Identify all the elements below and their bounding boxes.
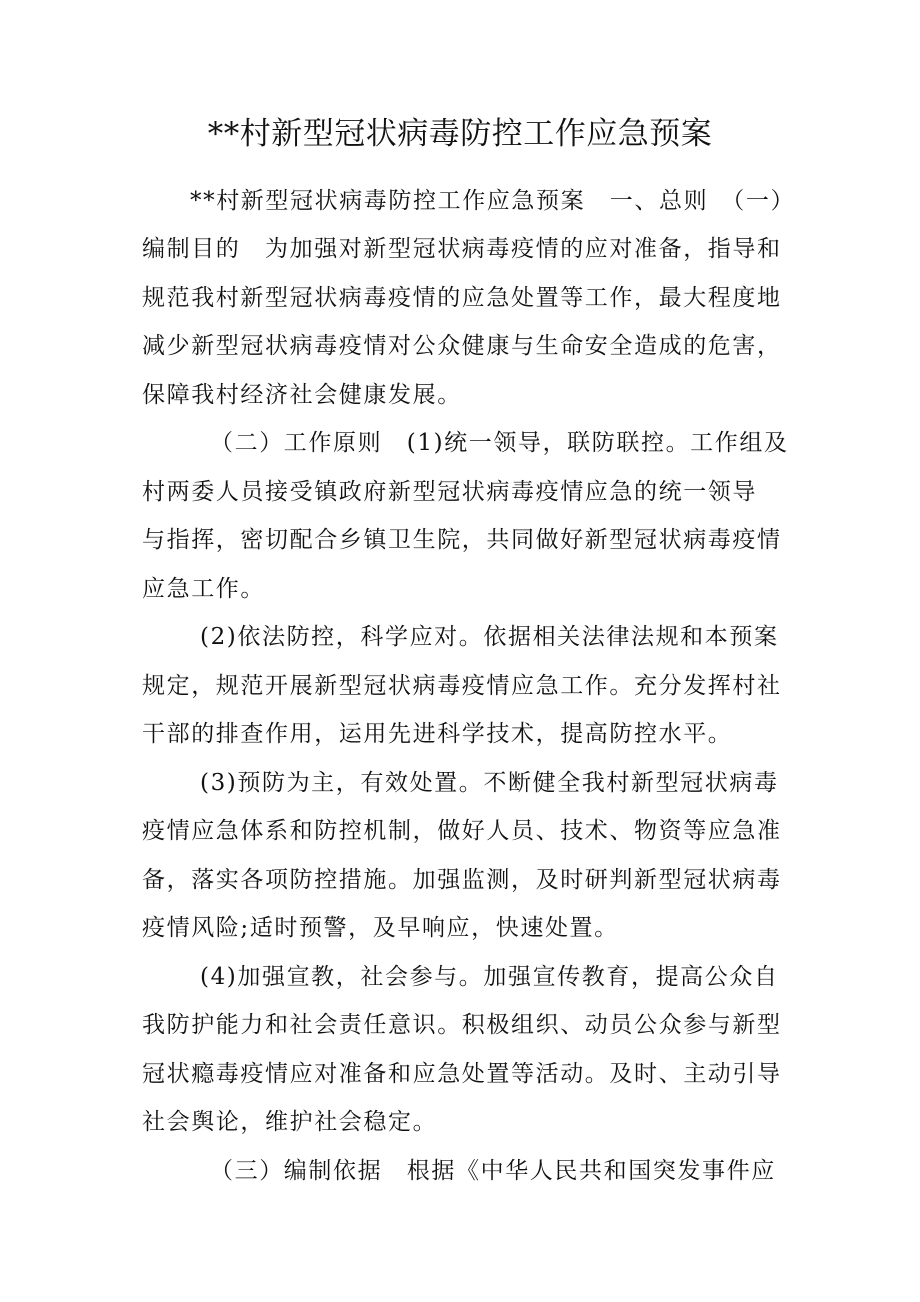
text-line: 社会舆论，维护社会稳定。 [142,1109,438,1135]
text-line: 干部的排查作用，运用先进科学技术，提高防控水平。 [142,721,733,747]
text-line: (3)预防为主，有效处置。不断健全我村新型冠状病毒 [200,770,779,796]
text-line: **村新型冠状病毒防控工作应急预案 一、总则 （一） [190,188,796,214]
text-line: 与指挥，密切配合乡镇卫生院，共同做好新型冠状病毒疫情 [142,527,782,553]
text-line: (4)加强宣教，社会参与。加强宣传教育，提高公众自 [200,964,779,990]
text-line: （三）编制依据 根据《中华人民共和国突发事件应 [210,1158,776,1184]
document-title: **村新型冠状病毒防控工作应急预案 [207,116,713,152]
text-line: 应急工作。 [142,576,265,602]
text-line: (2)依法防控，科学应对。依据相关法律法规和本预案 [200,624,779,650]
text-line: 保障我村经济社会健康发展。 [142,382,462,408]
text-line: 减少新型冠状病毒疫情对公众健康与生命安全造成的危害， [142,333,782,359]
text-line: 规定，规范开展新型冠状病毒疫情应急工作。充分发挥村社 [142,673,782,699]
text-line: 疫情应急体系和防控机制，做好人员、技术、物资等应急准 [142,818,782,844]
text-line: 疫情风险;适时预警，及早响应，快速处置。 [142,915,619,941]
text-line: 我防护能力和社会责任意识。积极组织、动员公众参与新型 [142,1012,782,1038]
text-line: 村两委人员接受镇政府新型冠状病毒疫情应急的统一领导 [142,479,757,505]
text-line: 备，落实各项防控措施。加强监测，及时研判新型冠状病毒 [142,867,782,893]
text-line: 冠状瘾毒疫情应对准备和应急处置等活动。及时、主动引导 [142,1061,782,1087]
text-line: 规范我村新型冠状病毒疫情的应急处置等工作，最大程度地 [142,285,782,311]
text-line: 编制目的 为加强对新型冠状病毒疫情的应对准备，指导和 [142,236,782,262]
text-line: （二）工作原则 (1)统一领导，联防联控。工作组及 [210,430,789,456]
